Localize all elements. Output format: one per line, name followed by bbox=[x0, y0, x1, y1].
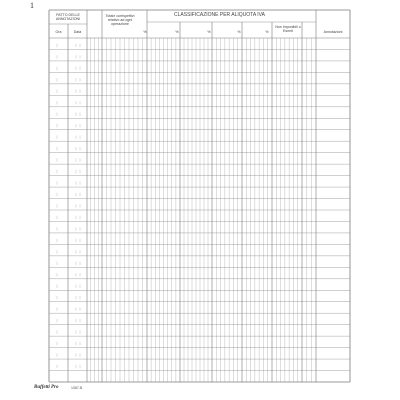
header-percent-5: % bbox=[265, 30, 269, 34]
header-percent-3: % bbox=[207, 30, 211, 34]
ledger-grid bbox=[49, 10, 350, 382]
header-col-total: Totale corrispettivi relativo ad ogni operazione bbox=[105, 14, 135, 26]
header-col-non-taxable: Non imponibili o Esenti bbox=[275, 25, 301, 33]
header-timestamp-group: PATTO DELLE ANNOTAZIONI bbox=[55, 13, 81, 21]
header-col-ora: Ora bbox=[55, 30, 62, 34]
page-number: 1 bbox=[30, 1, 34, 10]
header-percent-4: % bbox=[237, 30, 241, 34]
header-percent-2: % bbox=[175, 30, 179, 34]
header-col-data: Data bbox=[73, 30, 82, 34]
header-classification-title: CLASSIFICAZIONE PER ALIQUOTA IVA bbox=[174, 12, 265, 18]
brand-logo: Buffetti Pro bbox=[34, 385, 59, 390]
header-col-notes: Annotazioni bbox=[323, 30, 343, 34]
header-percent-1: % bbox=[143, 30, 147, 34]
form-code: 1087-B bbox=[71, 386, 83, 390]
